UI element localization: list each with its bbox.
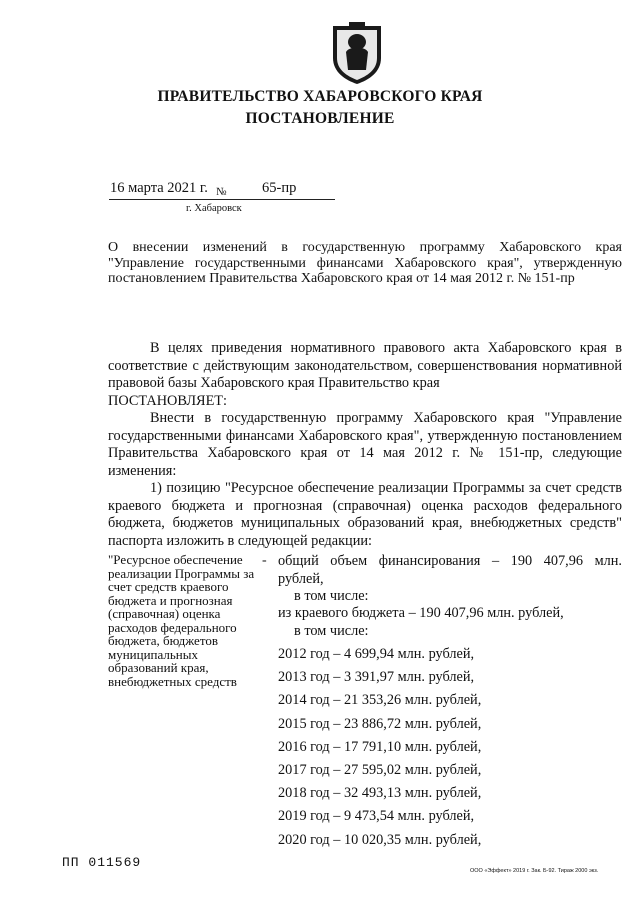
list-item: 2013 год – 3 391,97 млн. рублей, <box>278 669 475 686</box>
including-label-2: в том числе: <box>294 622 369 639</box>
including-label-1: в том числе: <box>294 588 369 604</box>
document-number: 65-пр <box>262 180 297 196</box>
number-sign: № <box>216 186 227 198</box>
serial-number: ПП 011569 <box>62 855 142 870</box>
list-item: 2017 год – 27 595,02 млн. рублей, <box>278 761 482 778</box>
total-funding: общий объем финансирования – 190 407,96 млн. рублей, <box>278 553 622 587</box>
item-1-paragraph: 1) позицию "Ресурсное обеспечение реализации Программы за счет средств краевого бюджета и прогнозная (справочная) оценка расходов федерального бюджета, бюджетов муниципальных образований края, внебюджетных средств" паспорта изложить в следующей редакции: <box>108 480 622 549</box>
yearly-funding-list <box>278 643 481 852</box>
government-title: ПРАВИТЕЛЬСТВО ХАБАРОВСКОГО КРАЯ <box>157 88 483 105</box>
city: г. Хабаровск <box>186 203 242 214</box>
coat-of-arms-icon <box>329 20 385 86</box>
passport-funding <box>278 553 622 606</box>
list-item: 2019 год – 9 473,54 млн. рублей, <box>278 808 475 825</box>
list-item: 2020 год – 10 020,35 млн. рублей, <box>278 831 482 848</box>
date-underline <box>109 199 335 200</box>
passport-dash: - <box>262 553 267 568</box>
list-item: 2018 год – 32 493,13 млн. рублей, <box>278 785 482 802</box>
list-item: 2012 год – 4 699,94 млн. рублей, <box>278 646 475 662</box>
regional-budget: из краевого бюджета – 190 407,96 млн. рублей, <box>278 605 564 621</box>
document-type: ПОСТАНОВЛЕНИЕ <box>245 110 395 127</box>
regional-funding-block <box>278 605 622 640</box>
preamble-paragraph: В целях приведения нормативного правового акта Хабаровского края в соответствие с действующим законодательством, совершенствования нормативной правовой базы Хабаровского края Правительство края <box>108 340 622 391</box>
instruction-paragraph: Внести в государственную программу Хабаровского края "Управление государственными финансами Хабаровского края", утвержденную постановлением Правительства Хабаровского края от 14 мая 2012 г. № 151-пр, следующие изменения: <box>108 410 622 479</box>
decree-word: ПОСТАНОВЛЯЕТ: <box>108 393 228 409</box>
list-item: 2014 год – 21 353,26 млн. рублей, <box>278 692 482 709</box>
document-date: 16 марта 2021 г. <box>110 180 208 196</box>
list-item: 2015 год – 23 886,72 млн. рублей, <box>278 715 482 732</box>
list-item: 2016 год – 17 791,10 млн. рублей, <box>278 738 482 755</box>
printer-imprint: ООО «Эффект» 2019 г. Зак. Б-92. Тираж 2000 экз. <box>470 868 599 874</box>
passport-position-label: "Ресурсное обеспечение реализации Программы за счет средств краевого бюджета и прогнозная (справочная) оценка расходов федерального бюджета, бюджетов муниципальных образований края, внебюджетных средств <box>108 552 255 689</box>
document-subject: О внесении изменений в государственную программу Хабаровского края "Управление государственными финансами Хабаровского края", утвержденную постановлением Правительства Хабаровского края от 14 мая 2012 г. № 151-пр <box>108 240 622 286</box>
